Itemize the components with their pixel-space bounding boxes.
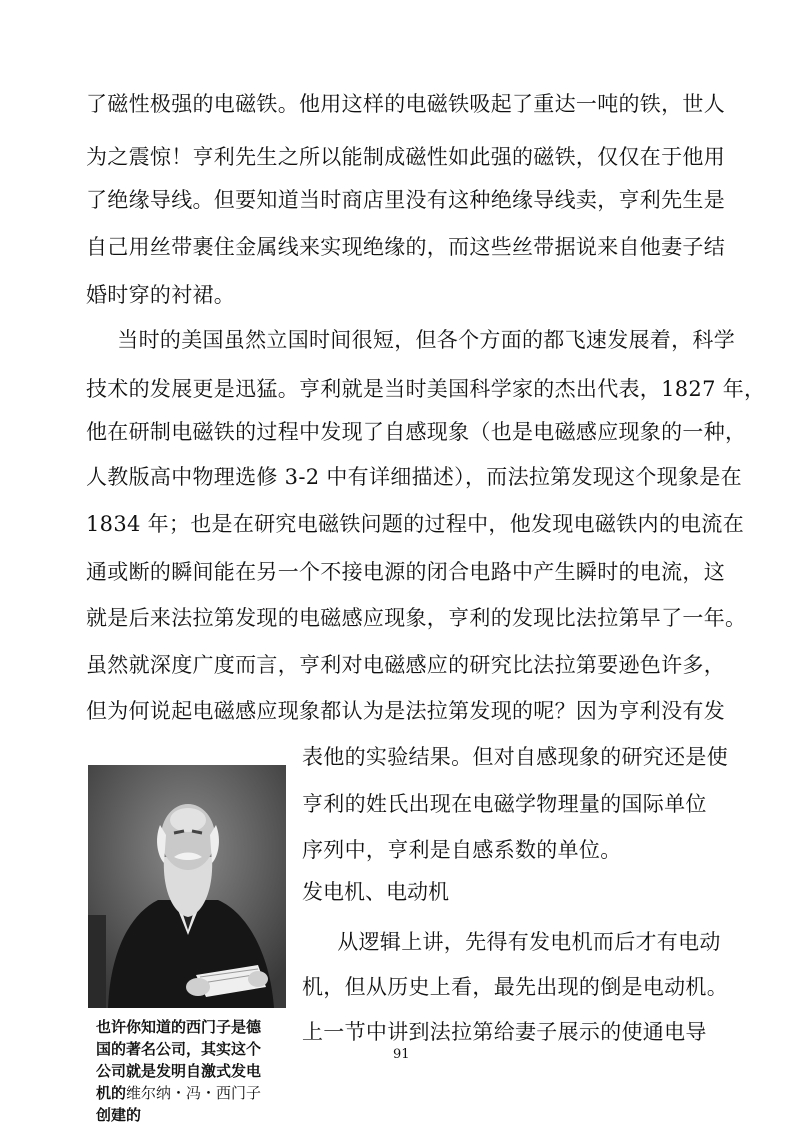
portrait-photo bbox=[88, 765, 286, 1008]
page-number: 91 bbox=[393, 1047, 410, 1062]
body-text-line: 自己用丝带裹住金属线来实现绝缘的，而这些丝带据说来自他妻子结 bbox=[86, 235, 725, 259]
body-text-line: 亨利的姓氏出现在电磁学物理量的国际单位 bbox=[302, 792, 707, 816]
portrait-illustration bbox=[88, 765, 286, 1008]
body-text-line: 人教版高中物理选修 3-2 中有详细描述），而法拉第发现这个现象是在 bbox=[86, 465, 742, 489]
body-text-line: 为之震惊！亨利先生之所以能制成磁性如此强的磁铁，仅仅在于他用 bbox=[86, 145, 725, 169]
body-text-line: 了绝缘导线。但要知道当时商店里没有这种绝缘导线卖，亨利先生是 bbox=[86, 188, 725, 212]
body-text-line: 从逻辑上讲，先得有发电机而后才有电动 bbox=[316, 930, 721, 954]
body-text-line: 但为何说起电磁感应现象都认为是法拉第发现的呢？因为亨利没有发 bbox=[86, 699, 725, 723]
body-text-line: 虽然就深度广度而言，亨利对电磁感应的研究比法拉第要逊色许多， bbox=[86, 653, 725, 677]
caption-line: 公司就是发明自激式发电 bbox=[96, 1062, 262, 1080]
caption-line: 国的著名公司，其实这个 bbox=[96, 1040, 262, 1058]
body-text-line: 当时的美国虽然立国时间很短，但各个方面的都飞速发展着，科学 bbox=[96, 328, 735, 352]
body-text-line: 上一节中讲到法拉第给妻子展示的使通电导 bbox=[302, 1020, 707, 1044]
body-text-line: 表他的实验结果。但对自感现象的研究还是使 bbox=[302, 745, 728, 769]
body-text-line: 就是后来法拉第发现的电磁感应现象，亨利的发现比法拉第早了一年。 bbox=[86, 606, 747, 630]
body-text-line: 通或断的瞬间能在另一个不接电源的闭合电路中产生瞬时的电流，这 bbox=[86, 560, 725, 584]
body-text-line: 了磁性极强的电磁铁。他用这样的电磁铁吸起了重达一吨的铁，世人 bbox=[86, 92, 725, 116]
caption-line: 也许你知道的西门子是德 bbox=[96, 1018, 262, 1036]
caption-line bbox=[96, 1082, 286, 1104]
caption-person-name: 维尔纳・冯・西门子 bbox=[126, 1084, 262, 1102]
figure-caption bbox=[96, 1016, 286, 1126]
body-text-line: 1834 年；也是在研究电磁铁问题的过程中，他发现电磁铁内的电流在 bbox=[86, 512, 745, 536]
body-text-line: 技术的发展更是迅猛。亨利就是当时美国科学家的杰出代表，1827 年， bbox=[86, 377, 766, 401]
caption-line: 创建的 bbox=[96, 1106, 142, 1124]
body-text-line: 序列中，亨利是自感系数的单位。 bbox=[302, 838, 622, 862]
body-text-line: 机，但从历史上看，最先出现的倒是电动机。 bbox=[302, 975, 728, 999]
section-heading: 发电机、电动机 bbox=[302, 880, 449, 904]
body-text-line: 他在研制电磁铁的过程中发现了自感现象（也是电磁感应现象的一种， bbox=[86, 420, 747, 444]
body-text-line: 婚时穿的衬裙。 bbox=[86, 283, 236, 307]
caption-text: 机的 bbox=[96, 1084, 127, 1102]
